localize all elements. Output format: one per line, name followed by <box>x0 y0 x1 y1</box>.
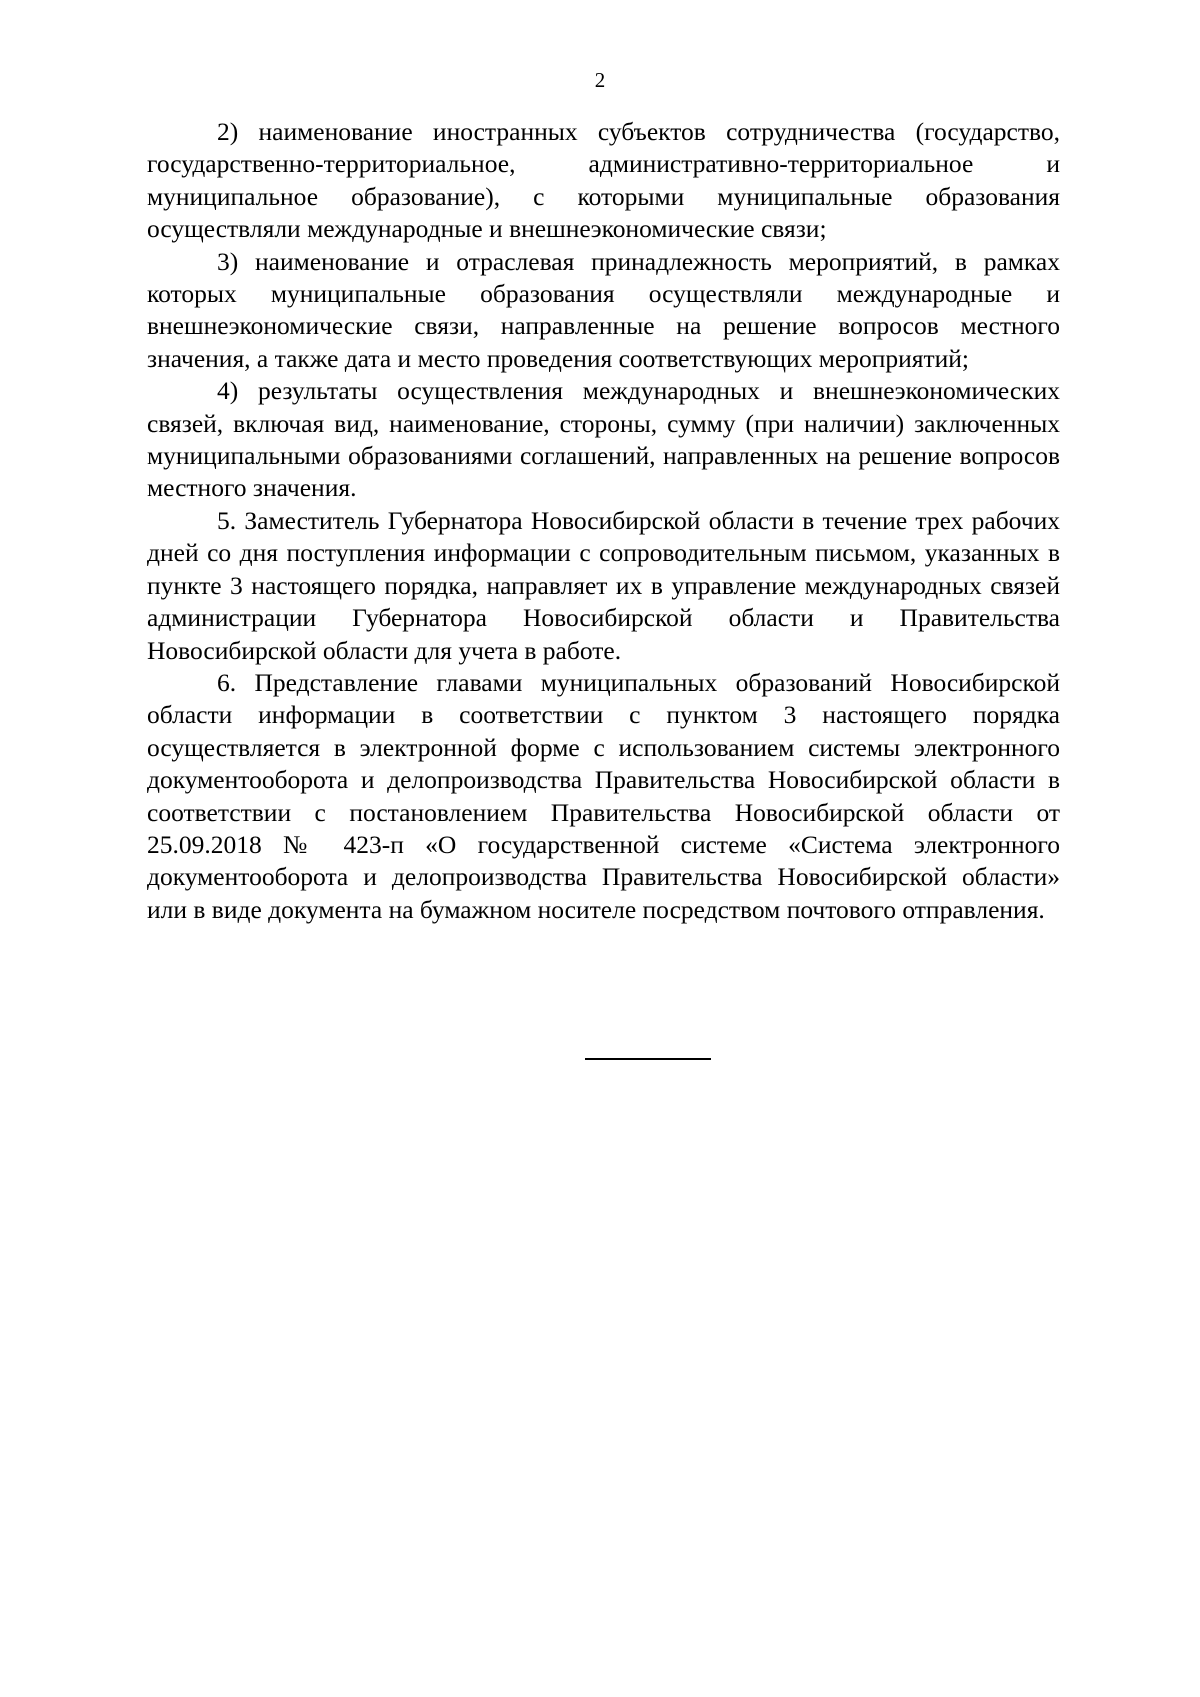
end-separator-line <box>585 1058 711 1060</box>
paragraph-item-2: 2) наименование иностранных субъектов сотрудничества (государство, государственно-территориальное, административно-территориальное и муниципальное образование), с которыми муниципальные образования осуществляли международные и внешнеэкономические связи; <box>147 117 1060 244</box>
page-number: 2 <box>594 68 606 92</box>
paragraph-point-5: 5. Заместитель Губернатора Новосибирской области в течение трех рабочих дней со дня поступления информации с сопроводительным письмом, указанных в пункте 3 настоящего порядка, направляет их в управление международных связей администрации Губернатора Новосибирской области и Правительства Новосибирской области для учета в работе. <box>147 505 1060 665</box>
paragraph-item-3: 3) наименование и отраслевая принадлежность мероприятий, в рамках которых муниципальные образования осуществляли международные и внешнеэкономические связи, направленные на решение вопросов местного значения, а также дата и место проведения соответствующих мероприятий; <box>147 246 1060 373</box>
paragraph-item-4: 4) результаты осуществления международных и внешнеэкономических связей, включая вид, наименование, стороны, сумму (при наличии) заключенных муниципальными образованиями соглашений, направленных на решение вопросов местного значения. <box>147 376 1060 503</box>
document-body <box>147 116 1060 926</box>
paragraph-point-6: 6. Представление главами муниципальных образований Новосибирской области информации в соответствии с пунктом 3 настоящего порядка осуществляется в электронной форме с использованием системы электронного документооборота и делопроизводства Правительства Новосибирской области в соответствии с постановлением Правительства Новосибирской области от 25.09.2018 № 423-п «О государственной системе «Система электронного документооборота и делопроизводства Правительства Новосибирской области» или в виде документа на бумажном носителе посредством почтового отправления. <box>147 667 1060 924</box>
